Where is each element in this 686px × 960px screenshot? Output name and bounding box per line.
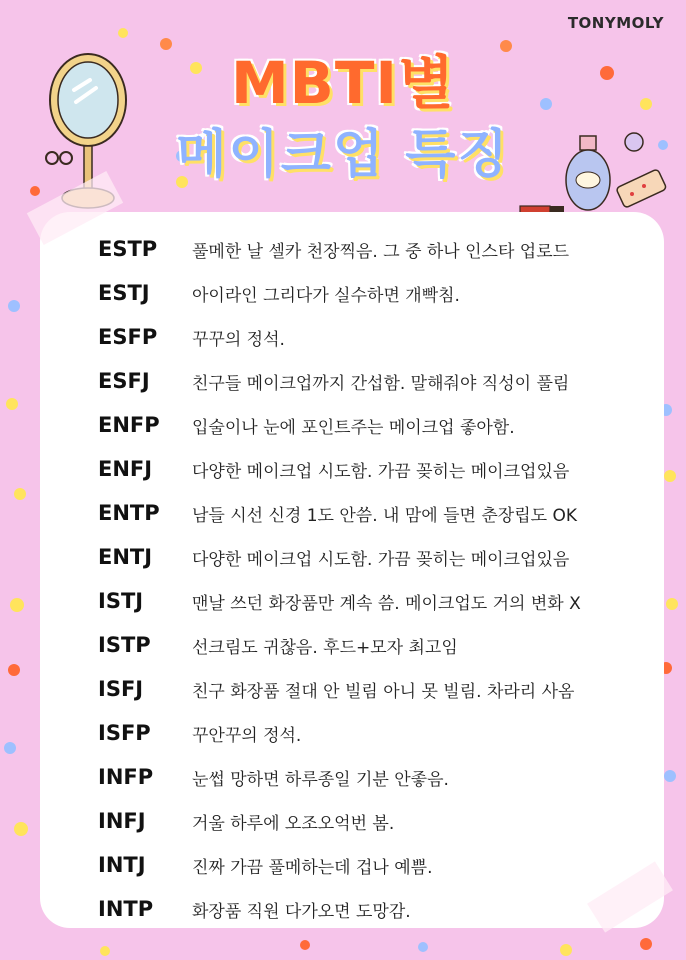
makeup-trait: 다양한 메이크업 시도함. 가끔 꽂히는 메이크업있음 [192,549,570,570]
makeup-trait: 다양한 메이크업 시도함. 가끔 꽂히는 메이크업있음 [192,461,570,482]
list-item [40,674,664,704]
confetti-dot [664,470,676,482]
confetti-dot [560,944,572,956]
makeup-trait: 화장품 직원 다가오면 도망감. [192,901,411,922]
mbti-type: ISTP [98,633,151,657]
mbti-type: ENFJ [98,457,153,481]
confetti-dot [418,942,428,952]
confetti-dot [8,664,20,676]
confetti-dot [8,300,20,312]
list-item [40,718,664,748]
list-item [40,894,664,924]
list-item [40,322,664,352]
list-item [40,498,664,528]
mbti-type: ENTJ [98,545,153,569]
mbti-type: INFP [98,765,154,789]
confetti-dot [100,946,110,956]
list-item [40,278,664,308]
page-title-mbti: MBTI별 [230,49,456,117]
mbti-type: ISFJ [98,677,144,701]
makeup-trait: 꾸꾸의 정석. [192,329,285,350]
mbti-type: INTP [98,897,154,921]
list-item [40,542,664,572]
confetti-dot [4,742,16,754]
list-item [40,410,664,440]
mbti-type: INFJ [98,809,146,833]
list-item [40,806,664,836]
confetti-dot [640,938,652,950]
makeup-trait: 친구 화장품 절대 안 빌림 아니 못 빌림. 차라리 사옴 [192,681,575,702]
makeup-trait: 친구들 메이크업까지 간섭함. 말해줘야 직성이 풀림 [192,373,570,394]
confetti-dot [6,398,18,410]
brand-logo: TONYMOLY [567,14,664,32]
mbti-type: ESFP [98,325,158,349]
list-item [40,762,664,792]
confetti-dot [14,488,26,500]
list-item [40,586,664,616]
mbti-type: ENTP [98,501,160,525]
makeup-trait: 아이라인 그리다가 실수하면 개빡침. [192,285,460,306]
makeup-trait: 풀메한 날 셀카 천장찍음. 그 중 하나 인스타 업로드 [192,241,570,262]
list-item [40,366,664,396]
mbti-type: ESTJ [98,281,150,305]
confetti-dot [666,598,678,610]
mbti-type: ENFP [98,413,160,437]
makeup-trait: 남들 시선 신경 1도 안씀. 내 맘에 들면 춘장립도 OK [192,505,577,526]
mbti-type: ESFJ [98,369,150,393]
makeup-trait: 맨날 쓰던 화장품만 계속 씀. 메이크업도 거의 변화 X [192,593,581,614]
confetti-dot [10,598,24,612]
makeup-trait: 입술이나 눈에 포인트주는 메이크업 좋아함. [192,417,515,438]
confetti-dot [30,186,40,196]
list-item [40,234,664,264]
mbti-type: INTJ [98,853,146,877]
makeup-trait: 꾸안꾸의 정석. [192,725,302,746]
makeup-trait: 선크림도 귀찮음. 후드+모자 최고임 [192,637,458,658]
makeup-trait: 진짜 가끔 풀메하는데 겁나 예쁨. [192,857,433,878]
mbti-type: ISTJ [98,589,144,613]
makeup-trait: 거울 하루에 오조오억번 봄. [192,813,395,834]
mbti-type: ESTP [98,237,158,261]
list-item [40,454,664,484]
page-title-makeup: 메이크업 특징 [176,125,510,185]
mbti-type: ISFP [98,721,151,745]
list-item [40,630,664,660]
list-item [40,850,664,880]
confetti-dot [14,822,28,836]
confetti-dot [300,940,310,950]
confetti-dot [664,770,676,782]
makeup-trait: 눈썹 망하면 하루종일 기분 안좋음. [192,769,449,790]
